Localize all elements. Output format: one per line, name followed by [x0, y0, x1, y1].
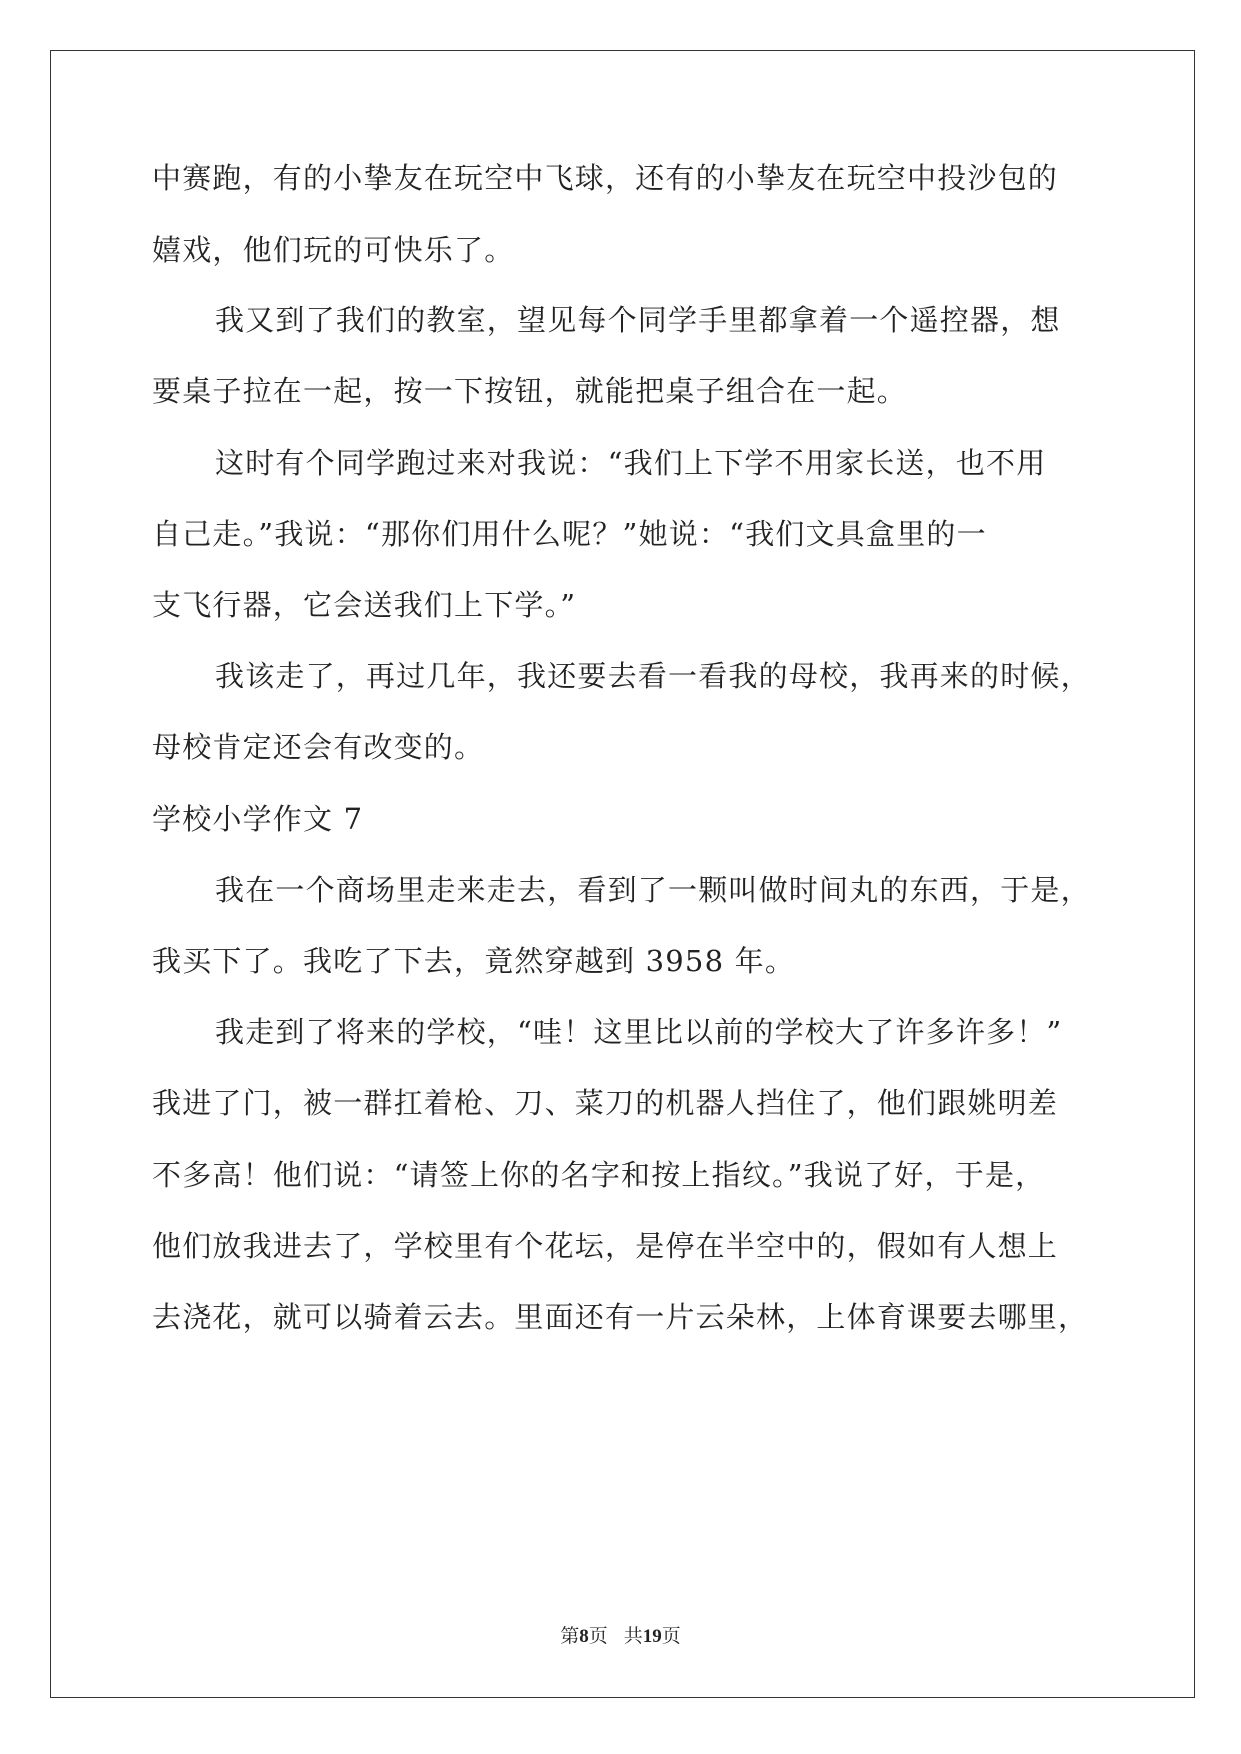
- page-suffix: 页: [588, 1625, 608, 1647]
- text-line: 支飞行器，它会送我们上下学。”: [152, 588, 577, 622]
- page-prefix: 第: [560, 1625, 580, 1647]
- paragraph-start: 我在一个商场里走来走去，看到了一颗叫做时间丸的东西，于是，: [215, 873, 1091, 907]
- text-line: 自己走。”我说：“那你们用什么呢？”她说：“我们文具盒里的一: [152, 517, 987, 551]
- total-prefix: 共: [623, 1625, 643, 1647]
- paragraph-start: 我该走了，再过几年，我还要去看一看我的母校，我再来的时候，: [215, 659, 1091, 693]
- total-pages: 19: [642, 1626, 662, 1647]
- text-line: 中赛跑，有的小挚友在玩空中飞球，还有的小挚友在玩空中投沙包的: [152, 161, 1059, 195]
- paragraph-start: 我走到了将来的学校，“哇！这里比以前的学校大了许多许多！”: [215, 1015, 1063, 1049]
- text-line: 不多高！他们说：“请签上你的名字和按上指纹。”我说了好，于是，: [152, 1158, 1046, 1192]
- text-line: 要桌子拉在一起，按一下按钮，就能把桌子组合在一起。: [152, 374, 908, 408]
- paragraph-start: 这时有个同学跑过来对我说：“我们上下学不用家长送，也不用: [215, 446, 1047, 480]
- text-line: 他们放我进去了，学校里有个花坛，是停在半空中的，假如有人想上: [152, 1229, 1059, 1263]
- text-line: 母校肯定还会有改变的。: [152, 730, 485, 764]
- total-suffix: 页: [661, 1625, 681, 1647]
- text-line: 我买下了。我吃了下去，竟然穿越到 3958 年。: [152, 944, 796, 978]
- text-line: 我进了门，被一群扛着枪、刀、菜刀的机器人挡住了，他们跟姚明差: [152, 1086, 1059, 1120]
- section-heading: 学校小学作文 7: [152, 802, 364, 836]
- page-footer: [0, 1624, 1241, 1649]
- text-line: 嬉戏，他们玩的可快乐了。: [152, 233, 515, 267]
- text-line: 去浇花，就可以骑着云去。里面还有一片云朵林，上体育课要去哪里，: [152, 1300, 1089, 1334]
- page-number: 8: [579, 1626, 589, 1647]
- paragraph-start: 我又到了我们的教室，望见每个同学手里都拿着一个遥控器，想: [215, 303, 1061, 337]
